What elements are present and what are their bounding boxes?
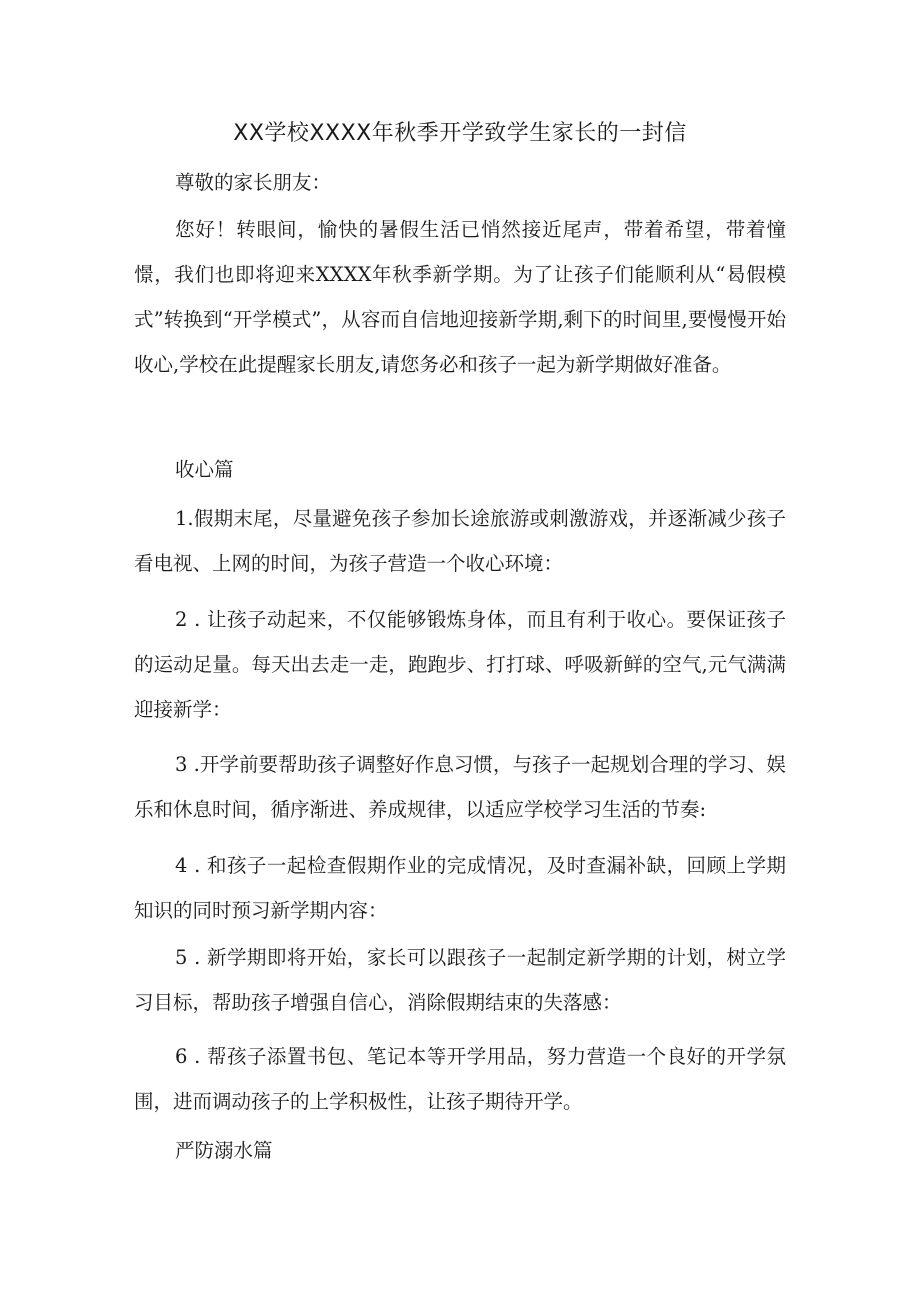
section-heading-drowning: 严防溺水篇	[175, 1139, 273, 1162]
salutation: 尊敬的家长朋友：	[175, 171, 332, 194]
document-title: XX学校XXXX年秋季开学致学生家长的一封信	[233, 121, 687, 146]
list-item: 6 . 帮孩子添置书包、笔记本等开学用品，努力营造一个良好的开学氛围，进而调动孩子的上学积极性，让孩子期待开学。	[134, 1045, 786, 1113]
list-item: 3 .开学前要帮助孩子调整好作息习惯，与孩子一起规划合理的学习、娱乐和休息时间，循序渐进、养成规律，以适应学校学习生活的节奏:	[134, 753, 786, 821]
list-item: 4 . 和孩子一起检查假期作业的完成情况，及时查漏补缺，回顾上学期知识的同时预习新学期内容：	[134, 854, 786, 922]
list-item: 5 . 新学期即将开始，家长可以跟孩子一起制定新学期的计划，树立学习目标，帮助孩子增强自信心，消除假期结束的失落感：	[134, 946, 786, 1014]
list-item: 1.假期末尾，尽量避免孩子参加长途旅游或刺激游戏，并逐渐减少孩子看电视、上网的时间，为孩子营造一个收心环境：	[134, 507, 786, 575]
list-item: 2 . 让孩子动起来，不仅能够锻炼身体，而且有利于收心。要保证孩子的运动足量。每天出去走一走，跑跑步、打打球、呼吸新鲜的空气,元气满满迎接新学：	[134, 608, 786, 721]
section-heading-focus: 收心篇	[175, 458, 234, 481]
intro-paragraph: 您好！转眼间，愉快的暑假生活已悄然接近尾声，带着希望，带着憧憬，我们也即将迎来XXXX年秋季新学期。为了让孩子们能顺利从“曷假模式”转换到“开学模式”，从容而自信地迎接新学期,剩下的时间里,要慢慢开始收心,学校在此提醒家长朋友,请您务必和孩子一起为新学期做好准备。	[134, 218, 786, 376]
